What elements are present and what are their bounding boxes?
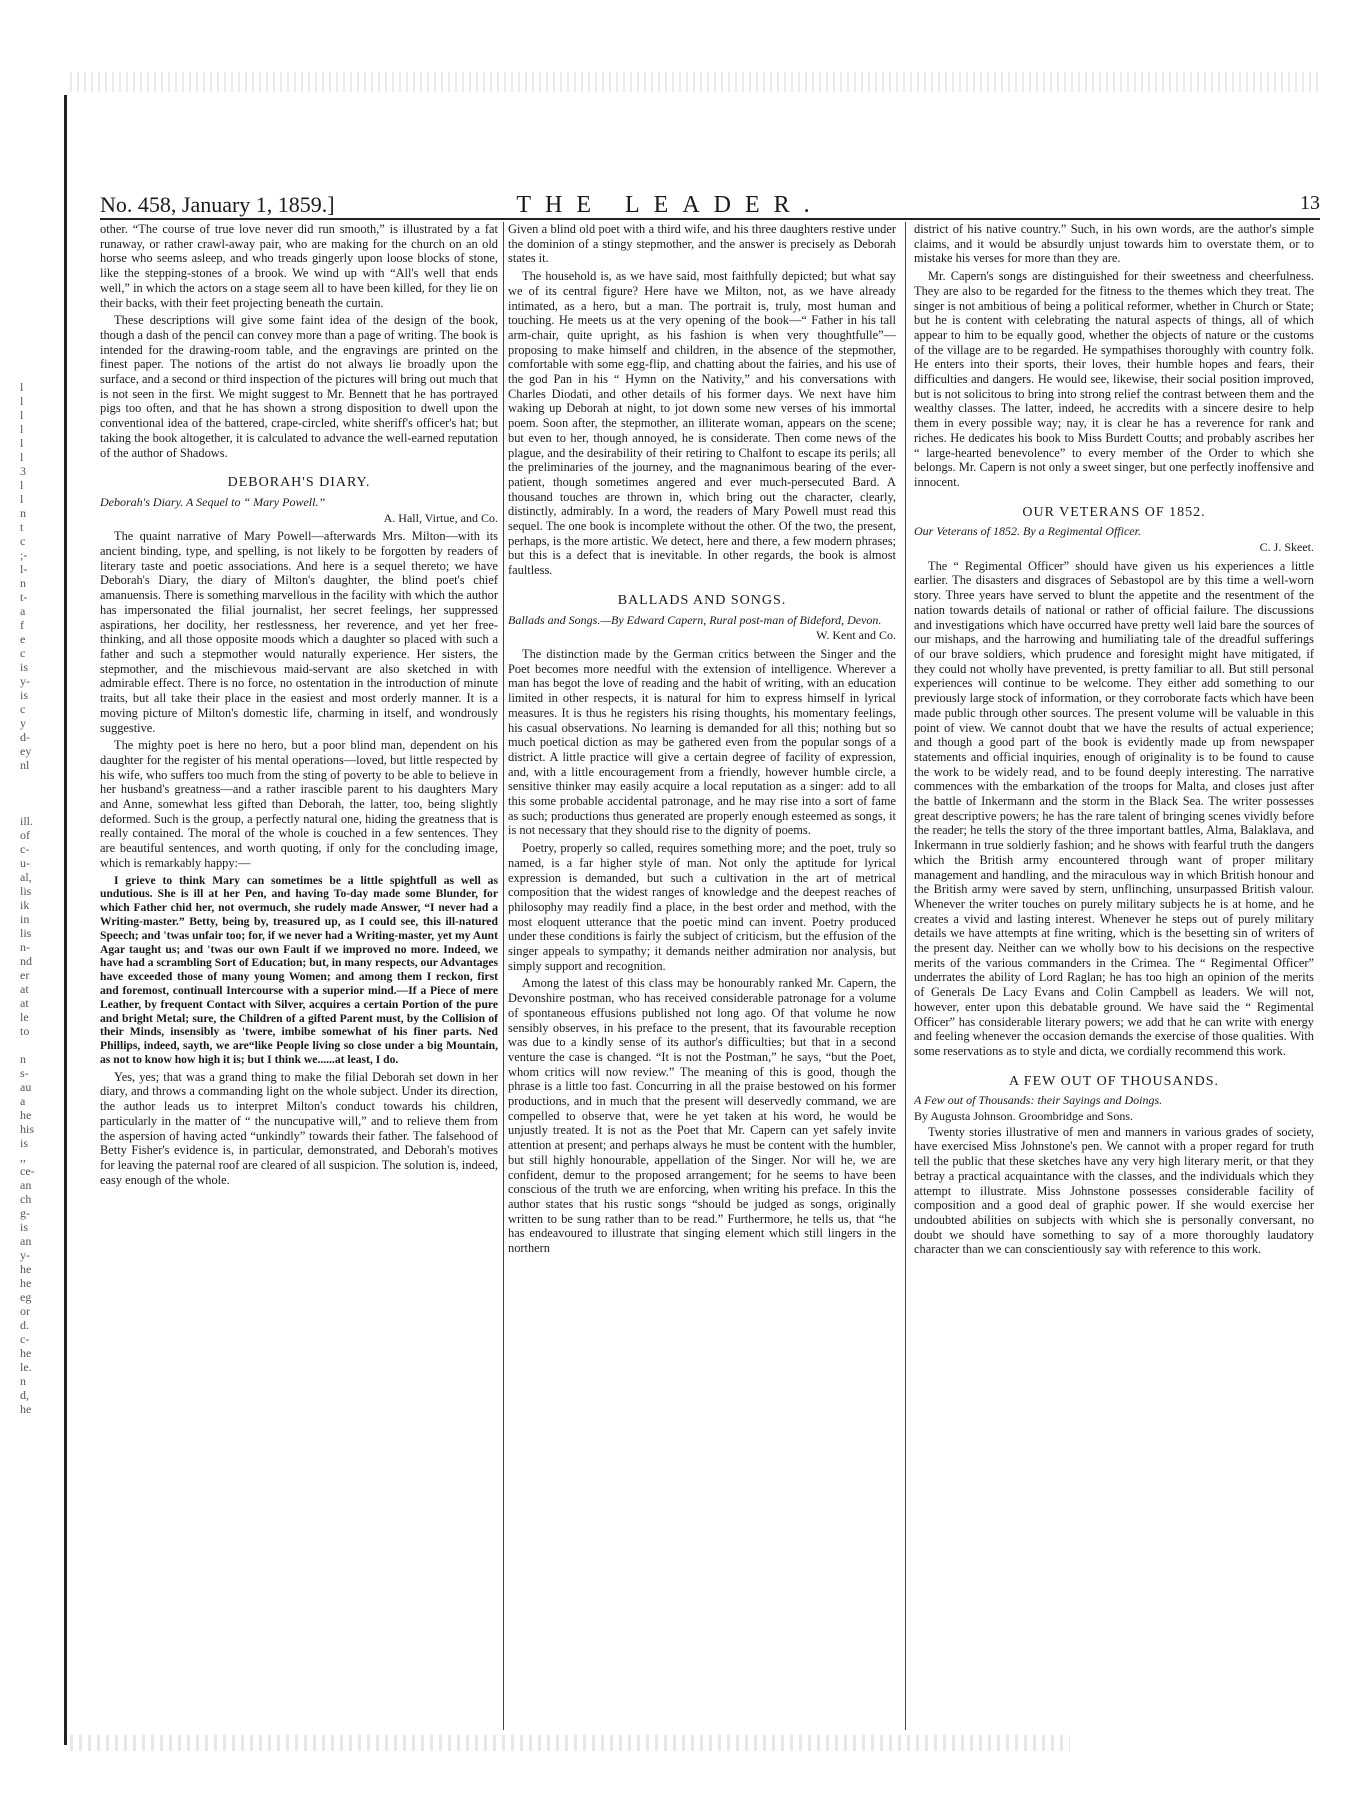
book-author-publisher: By Augusta Johnson. Groombridge and Sons.	[914, 1109, 1133, 1124]
paragraph: The distinction made by the German critics between the Singer and the Poet becomes more needful with the extension of intelligence. Wherever a man has begot the love of reading and the habit of writing, with an education limited in other respects, it is natural for him to express himself in lyrical measures. It is thus he registers his rising thoughts, his momentary feelings, his casual observations. No learning is demanded for all this; nothing but so much poetical diction as may be gathered even from the popular songs of a district. A little practice will give a certain degree of facility of expression, and, with a little encouragement from a friendly, however humble circle, a sensitive thinker may easily acquire a local reputation as a singer: add to all this some probable accidental patronage, and he may rise into a sort of fame as such; productions thus generated are properly enough esteemed as songs, it is not necessary that they should rise to the dignity of poems.	[508, 646, 896, 838]
publisher: A. Hall, Virtue, and Co.	[383, 510, 498, 525]
paragraph: The quaint narrative of Mary Powell—afterwards Mrs. Milton—with its ancient binding, type, and spelling, is not likely to be forgotten by readers of literary taste and poetic associations. And here is a sequel thereto; we have Deborah's Diary, the diary of Milton's daughter, the blind poet's chief amanuensis. There is something marvellous in the facility with which the author has impersonated the filial journalist, her secret feelings, her suppressed aspirations, her docility, her restlessness, her reverence, and yet her free-thinking, and all those opposite moods which a daughter so placed with such a father and such a stepmother would naturally experience. Her sisters, the stepmother, and the mischievous maid-servant are also sketched in with admirable effect. There is no force, no ostentation in the introduction of minute traits, but all take their place in the easiest and most orderly manner. It is a moving picture of Milton's domestic life, charming in itself, and wondrously suggestive.	[100, 529, 498, 735]
column-divider-2	[905, 222, 906, 1730]
scan-noise-bottom	[70, 1735, 1070, 1751]
book-citation: A Few out of Thousands: their Sayings and Doings.	[914, 1093, 1163, 1108]
column-3	[914, 222, 1314, 1730]
page-number: 13	[1300, 192, 1320, 214]
book-citation: Ballads and Songs.—By Edward Capern, Rural post-man of Bideford, Devon.	[508, 612, 882, 627]
paragraph: The mighty poet is here no hero, but a poor blind man, dependent on his daughter for the register of his mental operations—loved, but little respected by his wife, who suffers too much from the sting of poverty to be able to believe in her husband's greatness—and a rather irascible parent to his daughters Mary and Anne, somewhat less gifted than Deborah, the latter, too, being slightly deformed. Such is the group, a perfectly natural one, hiding the greatness that is really contained. The moral of the whole is couched in a few sentences. They are beautiful sentences, and worth quoting, if only for the concluding image, which is remarkably happy:—	[100, 738, 498, 870]
book-citation: Our Veterans of 1852. By a Regimental Officer.	[914, 524, 1141, 539]
article-heading-our-veterans: OUR VETERANS OF 1852.	[1022, 504, 1206, 520]
header-rule	[100, 218, 1320, 220]
publisher: C. J. Skeet.	[1259, 540, 1314, 555]
newspaper-title: THE LEADER.	[516, 192, 824, 218]
paragraph: Poetry, properly so called, requires something more; and the poet, truly so named, is a far higher style of man. Not only the aptitude for lyrical expression is demanded, but such a cultivation in the art of metrical composition that the widest ranges of knowledge and the deepest reaches of philosophy may readily find a place, in the best order and method, with the most eloquent utterance that the poetic mind can invent. Poetry produced under these conditions is fairly the subject of criticism, but the effusion of the singer appeals to sympathy; it demands neither admiration nor analysis, but simply support and recognition.	[508, 841, 896, 973]
issue-date: No. 458, January 1, 1859.]	[100, 192, 335, 217]
masthead	[100, 192, 1320, 220]
column-2	[508, 222, 896, 1730]
paragraph: other. “The course of true love never did run smooth,” is illustrated by a fat runaway, or rather crawl-away pair, who are making for the church on an old horse who seems asleep, and who treads gingerly upon loose blocks of stone, like the stepping-stones of a brook. We wind up with “All's well that ends well,” in which the actors on a stage seem all to have been killed, for they lie on their backs, with their feet projecting beneath the curtain.	[100, 222, 498, 310]
book-citation: Deborah's Diary. A Sequel to “ Mary Powell.”	[100, 494, 326, 509]
paragraph: Mr. Capern's songs are distinguished for their sweetness and cheerfulness. They are also to be regarded for the fitness to the themes which they treat. The singer is not ambitious of being a political reformer, whether in Church or State; but he is content with celebrating the natural aspects of things, all of which appear to him to be equally good, whether the objects of nature or the customs of the village are to be regarded. He sympathises thoroughly with country folk. He enters into their sports, their loves, their humble hopes and fears, their difficulties and dangers. He would see, likewise, their social position improved, but is not solicitous to bring into strong relief the contrast between them and the wealthy classes. The latter, indeed, he accredits with a sincere desire to help them in every possible way; nay, it is clear he has a reverence for rank and riches. He dedicates his book to Miss Burdett Coutts; and probably ascribes her “ large-hearted benevolence” to every member of the Order to which she belongs. Mr. Capern is not only a sweet singer, but one perfectly inoffensive and innocent.	[914, 269, 1314, 489]
paragraph: The “ Regimental Officer” should have given us his experiences a little earlier. The disasters and disgraces of Sebastopol are by this time a well-worn story. Three years have served to blunt the appetite and the resentment of the nation towards details of national or rather of official failure. The discussions and investigations which have occurred have pretty well laid bare the sources of our mishaps, and the harrowing and humiliating tale of the dreadful sufferings of our brave soldiers, which prudence and foresight might have mitigated, if they could not wholly have prevented, is pretty familiar to all. But still personal experiences will continue to be welcome. They either add something to our previously large stock of information, or they corroborate facts which have been made public through other sources. The present volume will be valuable in this point of view. We cannot doubt that we have the results of actual experience; and though a good part of the book is evidently made up from newspaper statements and official inquiries, enough of originality is to be found to cause the work to be widely read, and to be found deeply interesting. The narrative commences with the embarkation of the troops for Malta, and closes just after the battle of Inkermann and the storm in the Black Sea. The writer possesses great descriptive powers; he has the rare talent of bringing scenes vividly before the reader; he tells the story of the three important battles, Alma, Balaklava, and Inkermann in true soldierly fashion; and he shows with fearful truth the dangers which the British army encountered through want of proper military management and handling, and the miraculous way in which British honour and the British army were saved by stern, unflinching, unsurpassed British valour. Whenever the writer touches on purely military subjects he is at home, and he creates a vivid and lasting interest. Whenever he steps out of purely military details we have attempts at fine writing, which is the besetting sin of writers of the present day. Neither can we wholly bow to his decisions on the respective merits of the various commanders in the Crimea. The “ Regimental Officer” underrates the ability of Lord Raglan; he has too high an opinion of the merits of Generals De Lacy Evans and Colin Campbell as leaders. We will not, however, enter upon this debatable ground. We have said the “ Regimental Officer” has considerable literary powers; we add that he can write with energy and feeling whenever the occasion demands the exercise of those qualities. With some reservations as to style and dicta, we cordially recommend this work.	[914, 558, 1314, 1058]
publisher: W. Kent and Co.	[816, 628, 896, 643]
column-1	[100, 222, 498, 1730]
paragraph: Among the latest of this class may be honourably ranked Mr. Capern, the Devonshire postman, who has received considerable patronage for a volume of spontaneous effusions published not long ago. Of that volume he now sensibly observes, in his preface to the present, that its favourable reception was due to a kindly sense of its author's difficulties; but that in a second venture the case is changed. “It is not the Postman,” he says, “but the Poet, whom critics will now review.” The meaning of this is good, though the phrase is a little too fast. Concurring in all the praise bestowed on his former productions, and in much that the present will deservedly command, we are compelled to observe that, were he yet taken at his word, he would be unjustly treated. It is not as the Poet that Mr. Capern can yet safely invite attention at present; and perhaps always he must be content with the humbler, but still highly honourable, appellation of the Singer. Nor will he, we are confident, demur to the proposed arrangement; for he seems to have been conscious of the truth we are enforcing, when writing his preface. In this the author states that his rustic songs “should be judged as songs, originally written to be sung rather than to be read.” Furthermore, he tells us, that “he has endeavoured to illustrate that singing element which still lingers in the northern	[508, 976, 896, 1256]
paragraph: district of his native country.” Such, in his own words, are the author's simple claims, and it would be absurdly unjust towards him to overstate them, or to mistake his verses for more than they are.	[914, 222, 1314, 266]
scan-noise-top	[70, 72, 1320, 92]
paragraph: Twenty stories illustrative of men and manners in various grades of society, have exercised Miss Johnstone's pen. We cannot with a proper regard for truth tell the public that these sketches have any very high literary merit, or that they betray a practical acquaintance with the classes, and the individuals which they attempt to illustrate. Miss Johnstone possesses considerable facility of composition and a good deal of graphic power. If she would exercise her undoubted abilities on subjects with which she is personally conversant, no doubt we should have something to say of a more thoroughly laudatory character than we can conscientiously say with reference to this work.	[914, 1124, 1314, 1257]
paragraph: Given a blind old poet with a third wife, and his three daughters restive under the dominion of a stingy stepmother, and the answer is precisely as Deborah states it.	[508, 222, 896, 266]
gutter-fragments: l l l l l l 3 l l n t c ;- l- n t- a f e c is y- is c y d- ey nl ill. of c- u- al, lis ik in lis n- nd er at at le to n s- au a he his is ,, ce- an ch g- is an y- he he eg or d. c- he le. n d, he	[20, 380, 35, 1416]
binding-edge	[64, 95, 67, 1745]
article-heading-ballads-and-songs: BALLADS AND SONGS.	[617, 592, 787, 608]
paragraph: Yes, yes; that was a grand thing to make the filial Deborah set down in her diary, and throws a commanding light on the whole subject. Under its direction, the author leads us to interpret Milton's conduct towards his children, particularly in the matter of “ the nuncupative will,” and to relieve them from the aspersion of having acted “unkindly” towards their father. The falsehood of Betty Fisher's evidence is, in particular, demonstrated, and Deborah's motives for leaving the paternal roof are cleared of all suspicion. The solution is, indeed, easy enough of the whole.	[100, 1069, 498, 1187]
paragraph: The household is, as we have said, most faithfully depicted; but what say we of its central figure? Here have we Milton, not, as we have already intimated, as a hero, but a man. The portrait is, truly, most human and touching. He meets us at the very opening of the book—“ Father in his tall arm-chair, quite upright, as his fashion is when very thoughtfulle”—proposing to make himself and children, in the absence of the stepmother, comfortable with some egg-flip, and chatting about the fairies, and his use of the god Pan in his “ Hymn on the Nativity,” and his conversations with Charles Diodati, and other details of his former days. We next have him waking up Deborah at night, to jot down some new verses of his immortal poem. Soon after, the stepmother, an illiterate woman, appears on the scene; but even to her, though annoyed, he is considerate. Then come news of the plague, and the desirability of their retiring to Chalfont to escape its perils; all the preliminaries of the journey, and the magnanimous bearing of the ever-patient, though sometimes angered and ever much-persecuted Bard. A thousand touches are thrown in, which bring out the character, clearly, distinctly, admirably. In a word, the readers of Mary Powell must read this sequel. The one book is incomplete without the other. Of the two, the present, perhaps, is the more artistic. We detect, here and there, a few modern phrases; but this is a defect that is inevitable. In other regards, the book is almost faultless.	[508, 269, 896, 578]
article-heading-few-out-of-thousands: A FEW OUT OF THOUSANDS.	[1008, 1073, 1220, 1089]
paragraph: These descriptions will give some faint idea of the design of the book, though a dash of the pencil can convey more than a page of writing. The book is intended for the drawing-room table, and the engravings are printed on the finest paper. The notions of the artist do not always lie broadly upon the surface, and a second or third inspection of the pictures will bring out much that is not seen in the first. We might suggest to Mr. Bennett that he has portrayed pigs too often, and that he has shown a strong disposition to dwell upon the conventional idea of the battered, crape-circled, white sheriff's officer's hat; but taking the book altogether, it is calculated to advance the well-earned reputation of the author of Shadows.	[100, 313, 498, 460]
block-quote: I grieve to think Mary can sometimes be a little spightfull as well as undutious. She is ill at her Pen, and having To-day made some Blunder, for which Father chid her, not overmuch, she rudely made Answer, “I never had a Writing-master.” Betty, being by, treasured up, as I could see, this ill-natured Speech; and 'twas unfair too; for, if we never had a Writing-master, yet my Aunt Agar taught us; and 'twas our own Fault if we improved no more. Indeed, we have had a scrambling Sort of Education; but, in many respects, our Advantages have exceeded those of many young Women; and among them I reckon, first and foremost, continuall Intercourse with a superior mind.—If a Piece of mere Leather, by frequent Contact with Silver, acquires a certain Portion of the pure and bright Metal; sure, the Children of a gifted Parent must, by the Collision of their Minds, insensibly as 'twere, imbibe somewhat of his finer parts. Ned Phillips, indeed, sayth, we are“like People living so close under a big Mountain, as not to know how high it is; but I think we......at least, I do.	[100, 873, 498, 1066]
column-divider-1	[503, 222, 504, 1730]
article-heading-deborahs-diary: DEBORAH'S DIARY.	[227, 475, 371, 491]
